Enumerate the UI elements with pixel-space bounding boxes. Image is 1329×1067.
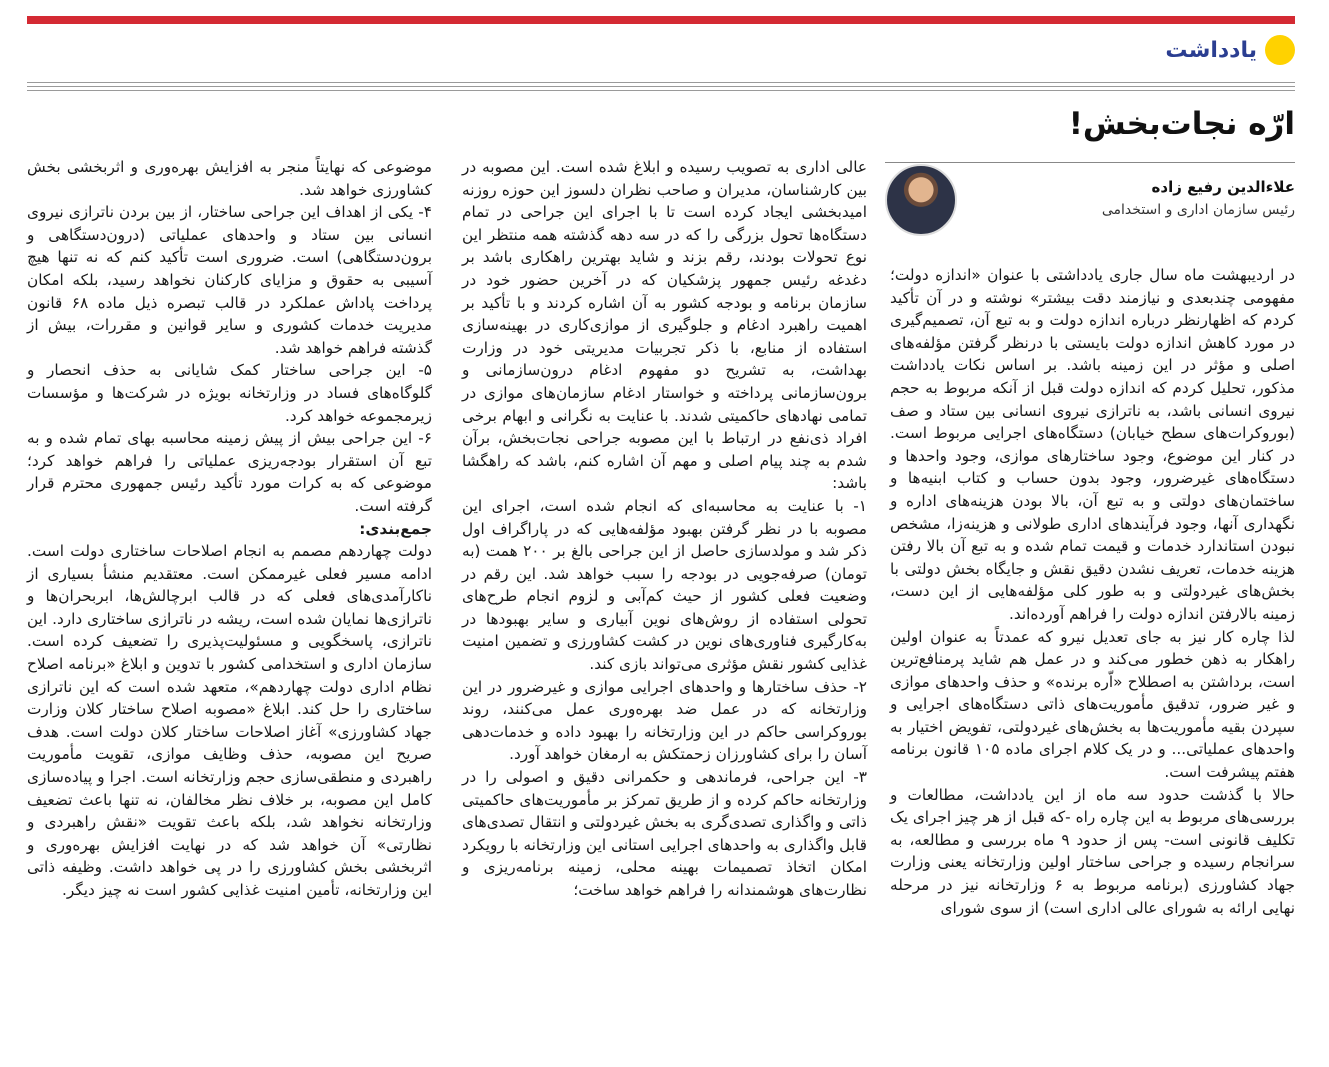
paragraph: در اردیبهشت ماه سال جاری یادداشتی با عنوان «اندازه دولت؛ مفهومی چندبعدی و نیازمند دقت بیشتر» نوشته و در آن تأکید کردم که اظهارنظر درباره اندازه دولت و به تبع آن، تصمیم‌گیری در مورد کاهش اندازه دولت بایستی با درنظر گرفتن مؤلفه‌های اصلی و مؤثر در این زمینه باشد. بر اساس نکات یادداشت مذکور، تحلیل کردم که اندازه دولت قبل از آنکه مربوط به حجم نیروی انسانی باشد، به ناترازی نیروی انسانی بین ستاد و صف (بوروکرات‌های سطح خیابان) دستگاه‌های اجرایی مربوط است. در کنار این موضوع، وجود ساختارهای موازی، وجود واحدها و دستگاه‌های غیرضرور، وجود بدون حساب و کتاب ابنیه‌ها و ساختمان‌های دولتی و به تبع آن، بالا بودن هزینه‌های اداره و نگهداری آنها، وجود فرآیندهای اداری طولانی و هزینه‌زا، مشخص نبودن استاندارد خدمات و قیمت تمام شده و به تبع آن بالا رفتن هزینه خدمات، تعریف نشدن دقیق نقش و جایگاه بخش دولتی با بخش‌های غیردولتی و به طور کلی مؤلفه‌هایی از این دست، زمینه بالارفتن اندازه دولت را فراهم آورده‌اند. [890, 266, 1295, 623]
divider [27, 82, 1295, 83]
article-column-2 [462, 156, 867, 902]
conclusion-heading: جمع‌بندی: [359, 519, 432, 538]
author-role: رئیس سازمان اداری و استخدامی [1101, 202, 1295, 218]
paragraph: ۶- این جراحی بیش از پیش زمینه محاسبه بهای تمام شده و به تبع آن استقرار بودجه‌ریزی عملیاتی را فراهم خواهد کرد؛ موضوعی که به کرات مورد تأکید رئیس جمهوری محترم قرار گرفته است. [27, 429, 432, 515]
paragraph: عالی اداری به تصویب رسیده و ابلاغ شده است. این مصوبه در بین کارشناسان، مدیران و صاحب نظران دلسوز این حوزه روزنه امیدبخشی ایجاد کرده است تا با اجرای این جراحی در تمام دستگاه‌ها تحول بزرگی را که در سه دهه گذشته همه منتظر این نوع تحولات بودند، رقم بزند و شاید بهترین راهکاری باشد بر دغدغه رئیس جمهور پزشکیان که در آخرین حضور خود در سازمان برنامه و بودجه کشور به آن اشاره کردند و با تأکید بر اهمیت راهبرد ادغام و جلوگیری از موازی‌کاری در بهینه‌سازی استفاده از منابع، با ذکر تجربیات مدیریتی خود در وزارت بهداشت، به تشریح دو مفهوم ادغام درون‌سازمانی و برون‌سازمانی پرداخته و خواستار ادغام سازمان‌های موازی در تمامی نهادهای حاکمیتی شدند. با عنایت به نگرانی و ابهام برخی افراد ذی‌نفع در ارتباط با این مصوبه جراحی نجات‌بخش، برآن شدم به چند پیام اصلی و مهم آن اشاره کنم، باشد که راهگشا باشد: [462, 158, 867, 493]
article-headline: ارّه نجات‌بخش! [1068, 106, 1295, 142]
author-byline [885, 168, 1295, 240]
paragraph: ۳- این جراحی، فرماندهی و حکمرانی دقیق و اصولی را در وزارتخانه حاکم کرده و از طریق تمرکز بر مأموریت‌های حاکمیتی ذاتی و واگذاری تصدی‌گری به بخش غیردولتی و انتقال تصدی‌های قابل واگذاری به واحدهای اجرایی استانی این وزارتخانه با رویکرد امکان اتخاذ تصمیمات بهینه محلی، زمینه برنامه‌ریزی و نظارت‌های هوشمندانه را فراهم خواهد ساخت؛ [462, 768, 867, 899]
section-title: یادداشت [1165, 37, 1257, 63]
paragraph: ۴- یکی از اهداف این جراحی ساختار، از بین بردن ناترازی نیروی انسانی بین ستاد و واحدهای عملیاتی (درون‌دستگاهی و برون‌دستگاهی) است. ضروری است تأکید کنم که نه تنها هیچ آسیبی به حقوق و مزایای کارکنان نخواهد رسید، بلکه امکان پرداخت پاداش عملکرد در قالب تبصره ذیل ماده ۶۸ قانون مدیریت خدمات کشوری و سایر قوانین و مقررات، بیش از گذشته فراهم خواهد شد. [27, 203, 432, 357]
divider [27, 86, 1295, 87]
author-name: علاءالدین رفیع زاده [1151, 178, 1295, 196]
top-accent-bar [27, 16, 1295, 24]
conclusion-paragraph: دولت چهاردهم مصمم به انجام اصلاحات ساختاری دولت است. ادامه مسیر فعلی غیرممکن است. معتقدیم منشأ بسیاری از ناکارآمدی‌های فعلی که در قالب ابرچالش‌ها، ابربحران‌ها و ناترازی‌ها نمایان شده است، ریشه در ناترازی ساختاری دارد. این ناترازی، پاسخگویی و مسئولیت‌پذیری را تضعیف کرده است. سازمان اداری و استخدامی کشور با تدوین و ابلاغ «برنامه اصلاح نظام اداری دولت چهاردهم»، متعهد شده است که این ناترازی ساختاری را حل کند. ابلاغ «مصوبه اصلاح ساختار کلان وزارت جهاد کشاورزی» آغاز اصلاحات ساختار کلان دولت است. هدف صریح این مصوبه، حذف وظایف موازی، تقویت مأموریت راهبردی و منطقی‌سازی حجم وزارتخانه است. اجرا و پیاده‌سازی کامل این مصوبه، بر خلاف نظر مخالفان، نه تنها باعث تضعیف وزارتخانه نخواهد شد، بلکه باعث تقویت «نقش راهبردی و نظارتی» آن خواهد شد که در نهایت افزایش بهره‌وری و اثربخشی بخش کشاورزی را در پی خواهد داشت. وظیفه ذاتی این وزارتخانه، تأمین امنیت غذایی کشور است نه چیز دیگر. [27, 542, 432, 899]
paragraph: لذا چاره کار نیز به جای تعدیل نیرو که عمدتاً به عنوان اولین راهکار به ذهن خطور می‌کند و در عمل هم شاید پرمنافع‌ترین است، برداشتن به اصطلاح «اّره برنده» و حذف واحدهای موازی و غیر ضرور، تدقیق مأموریت‌های ذاتی دستگاه‌های اجرایی و سپردن بقیه مأموریت‌ها به بخش‌های غیردولتی، تفویض اختیار به واحدهای عملیاتی... و در یک کلام اجرای ماده ۱۰۵ قانون برنامه هفتم پیشرفت است. [890, 627, 1295, 782]
author-divider [885, 162, 1295, 163]
article-column-1 [890, 264, 1295, 919]
paragraph: ۱- با عنایت به محاسبه‌ای که انجام شده است، اجرای این مصوبه با در نظر گرفتن بهبود مؤلفه‌هایی که در پاراگراف اول ذکر شد و مولدسازی حاصل از این جراحی بالغ بر ۲۰۰ همت (به تومان) صرفه‌جویی در بودجه را سبب خواهد شد. این رقم در وضعیت فعلی کشور از حیث کم‌آبی و لزوم انجام طرح‌های تحولی استفاده از روش‌های نوین آبیاری و سایر بهبودها در به‌کارگیری فناوری‌های نوین در کشت کشاورزی و تضمین امنیت غذایی کشور نقش مؤثری می‌تواند بازی کند. [462, 496, 867, 674]
author-photo [885, 164, 957, 236]
paragraph: موضوعی که نهایتاً منجر به افزایش بهره‌وری و اثربخشی بخش کشاورزی خواهد شد. [27, 158, 432, 199]
article-column-3 [27, 156, 432, 902]
section-label [1165, 34, 1295, 66]
paragraph: ۲- حذف ساختارها و واحدهای اجرایی موازی و غیرضرور در این وزارتخانه که در عمل ضد بهره‌وری عمل می‌کنند، روند بوروکراسی حاکم در این وزارتخانه را بهبود داده و خدمات‌دهی آسان را برای کشاورزان زحمتکش به ارمغان خواهد آورد. [462, 677, 867, 764]
paragraph: ۵- این جراحی ساختار کمک شایانی به حذف انحصار و گلوگاه‌های فساد در وزارتخانه بویژه در شرکت‌ها و مؤسسات زیرمجموعه خواهد کرد. [27, 361, 432, 425]
paragraph: حالا با گذشت حدود سه ماه از این یادداشت، مطالعات و بررسی‌های مربوط به این چاره راه -که قبل از هر چیز اجرای یک تکلیف قانونی است- پس از حدود ۹ ماه بررسی و مطالعه، به سرانجام رسیده و جراحی ساختار اولین وزارتخانه یعنی وزارت جهاد کشاورزی (برنامه مربوط به ۶ وزارتخانه نیز در مرحله نهایی ارائه به شورای عالی اداری است) از سوی شورای [890, 785, 1295, 917]
section-dot-icon [1265, 35, 1295, 65]
divider [27, 90, 1295, 91]
